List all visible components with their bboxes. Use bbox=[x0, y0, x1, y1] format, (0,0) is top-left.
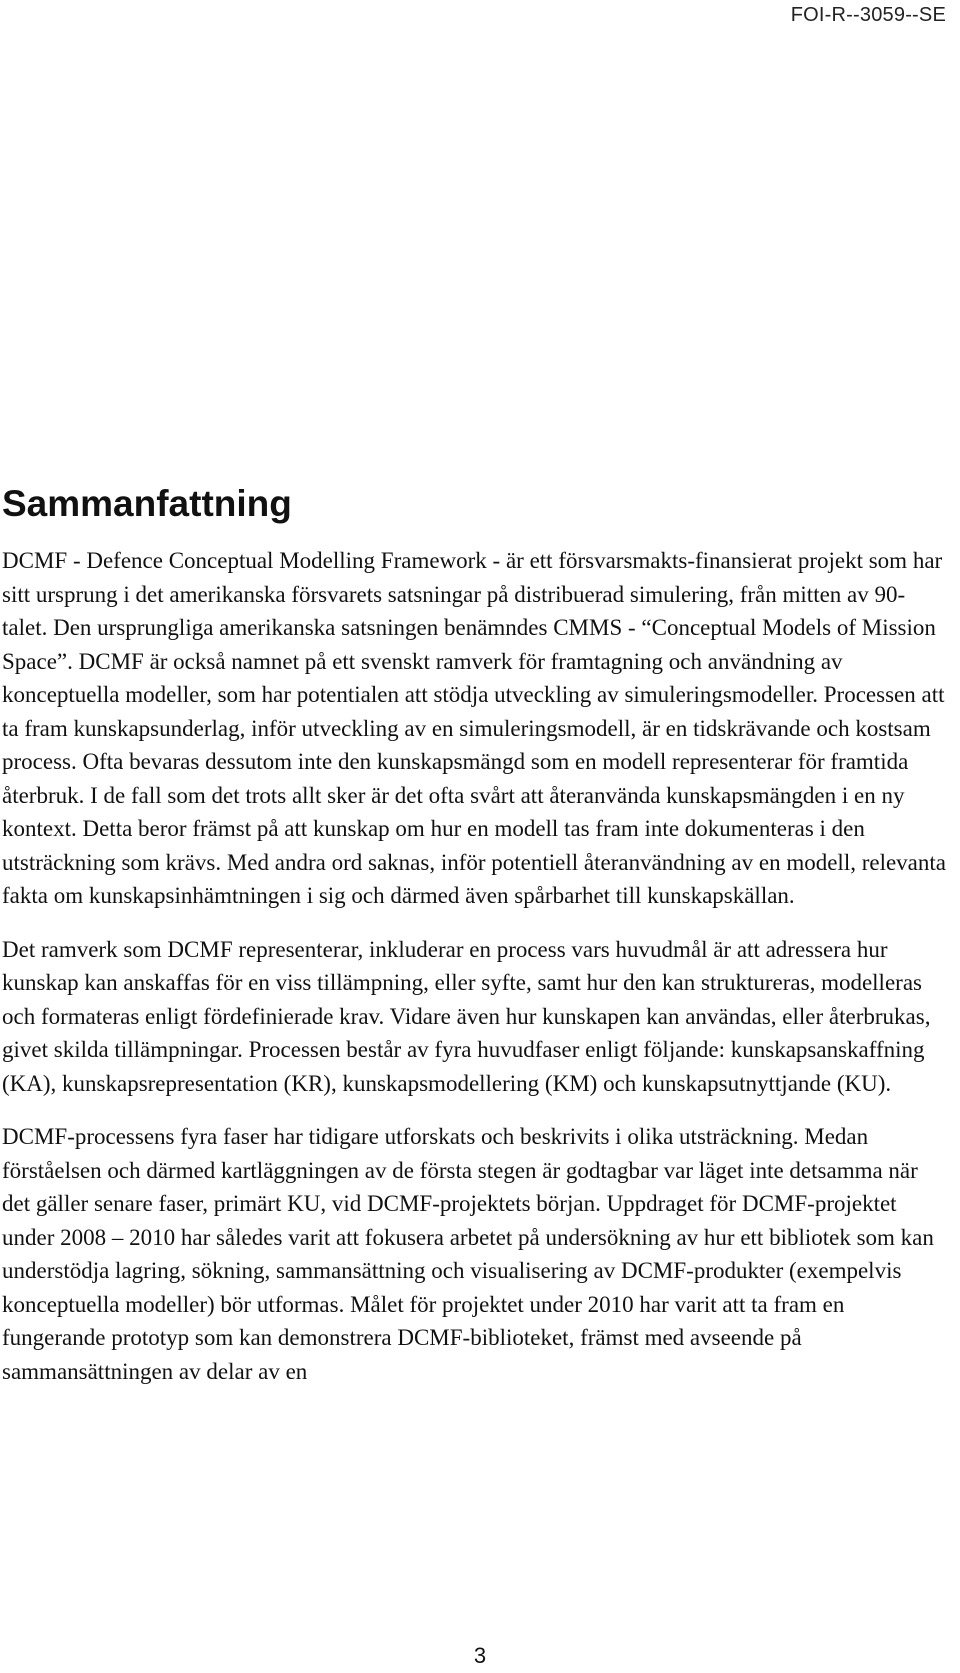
paragraph-2: Det ramverk som DCMF representerar, inkluderar en process vars huvudmål är att adressera hur kunskap kan anskaffas för en viss tillämpning, eller syfte, samt hur den kan struktureras, modelleras och formateras enligt fördefinierade krav. Vidare även hur kunskapen kan användas, eller återbrukas, givet skilda tillämpningar. Processen består av fyra huvudfaser enligt följande: kunskapsanskaffning (KA), kunskapsrepresentation (KR), kunskapsmodellering (KM) och kunskapsutnyttjande (KU). bbox=[2, 936, 931, 1096]
document-body bbox=[2, 482, 946, 1408]
paragraph-3: DCMF-processens fyra faser har tidigare utforskats och beskrivits i olika utsträckning. Medan förståelsen och därmed kartläggningen av de första stegen är godtagbar var läget inte detsamma när det gäller senare faser, primärt KU, vid DCMF-projektets början. Uppdraget för DCMF-projektet under 2008 – 2010 har således varit att fokusera arbetet på undersökning av hur ett bibliotek som kan understödja lagring, sökning, sammansättning och visualisering av DCMF-produkter (exempelvis konceptuella modeller) bör utformas. Målet för projektet under 2010 har varit att ta fram en fungerande prototyp som kan demonstrera DCMF-biblioteket, främst med avseende på sammansättningen av delar av en bbox=[2, 1124, 934, 1384]
report-id: FOI-R--3059--SE bbox=[790, 4, 946, 26]
paragraph-1: DCMF - Defence Conceptual Modelling Framework - är ett försvarsmakts-finansierat projekt som har sitt ursprung i det amerikanska försvarets satsningar på distribuerad simulering, från mitten av 90-talet. Den ursprungliga amerikanska satsningen benämndes CMMS - “Conceptual Models of Mission Space”. DCMF är också namnet på ett svenskt ramverk för framtagning och användning av konceptuella modeller, som har potentialen att stödja utveckling av simuleringsmodeller. Processen att ta fram kunskapsunderlag, inför utveckling av en simuleringsmodell, är en tidskrävande och kostsam process. Ofta bevaras dessutom inte den kunskapsmängd som en modell representerar för framtida återbruk. I de fall som det trots allt sker är det ofta svårt att återanvända kunskapsmängden i en ny kontext. Detta beror främst på att kunskap om hur en modell tas fram inte dokumenteras i den utsträckning som krävs. Med andra ord saknas, inför potentiell återanvändning av en modell, relevanta fakta om kunskapsinhämtningen i sig och därmed även spårbarhet till kunskapskällan. bbox=[2, 548, 946, 908]
section-title: Sammanfattning bbox=[2, 483, 292, 524]
page-number: 3 bbox=[473, 1643, 487, 1668]
